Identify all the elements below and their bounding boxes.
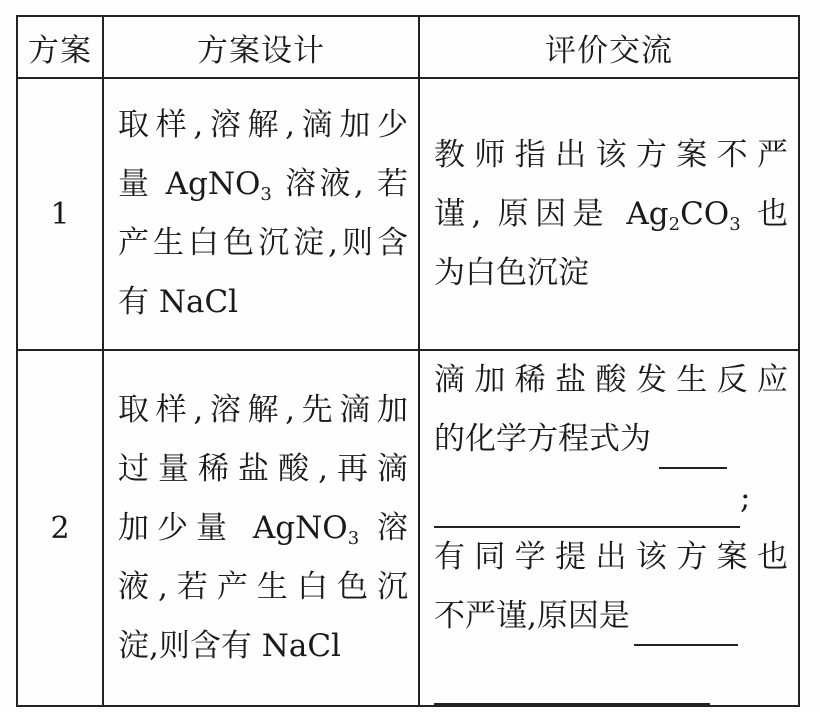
- text-fragment: 不严谨,原因是: [434, 598, 630, 634]
- text-line: 滴加稀盐酸发生反应: [434, 362, 788, 398]
- text-fragment: 溶液, 若: [271, 166, 409, 202]
- text-line: 淀,则含有 NaCl: [118, 627, 341, 664]
- answer-blank: [434, 486, 740, 528]
- text-fragment: ;: [740, 480, 751, 516]
- text-line: [118, 155, 408, 214]
- text-line: 取样,溶解,滴加少: [118, 107, 408, 143]
- evaluation-cell: [419, 350, 799, 706]
- row-number: 2: [17, 350, 103, 706]
- text-line: [434, 646, 788, 705]
- header-evaluation: 评价交流: [419, 16, 799, 78]
- evaluation-cell: [419, 78, 799, 350]
- design-cell: [103, 350, 419, 706]
- text-fragment: 谨, 原因是 Ag: [434, 195, 669, 232]
- text-fragment: 溶: [359, 509, 409, 546]
- table-row: [17, 350, 799, 706]
- scheme-table: [16, 15, 800, 707]
- text-line: [434, 587, 788, 646]
- answer-blank: [634, 604, 738, 646]
- text-line: 取样,溶解,先滴加: [118, 391, 408, 428]
- row-number: 1: [17, 78, 103, 350]
- subscript: 3: [729, 213, 741, 235]
- text-line: 有 NaCl: [118, 284, 239, 320]
- header-design: 方案设计: [103, 16, 419, 78]
- text-line: [434, 410, 788, 469]
- answer-blank: [659, 427, 727, 469]
- text-line: 教师指出该方案不严: [434, 136, 788, 173]
- text-line: 为白色沉淀: [434, 254, 589, 291]
- text-line: [118, 499, 408, 558]
- table-row: [17, 78, 799, 350]
- header-row: [17, 16, 799, 78]
- header-scheme: 方案: [17, 16, 103, 78]
- subscript: 3: [260, 184, 272, 205]
- text-line: 有同学提出该方案也: [434, 539, 788, 575]
- text-fragment: CO: [680, 195, 730, 232]
- subscript: 2: [668, 213, 681, 235]
- text-line: 过量稀盐酸,再滴: [118, 450, 408, 487]
- text-fragment: 加少量 AgNO: [118, 509, 348, 546]
- answer-blank: [434, 663, 710, 705]
- text-line: [434, 469, 788, 528]
- text-fragment: 也: [740, 195, 788, 232]
- text-line: 液,若产生白色沉: [118, 568, 408, 605]
- text-line: 产生白色沉淀,则含: [118, 225, 408, 261]
- design-cell: [103, 78, 419, 350]
- text-line: [434, 185, 788, 244]
- text-fragment: 量 AgNO: [118, 166, 261, 202]
- text-fragment: 的化学方程式为: [434, 421, 651, 457]
- subscript: 3: [347, 527, 360, 549]
